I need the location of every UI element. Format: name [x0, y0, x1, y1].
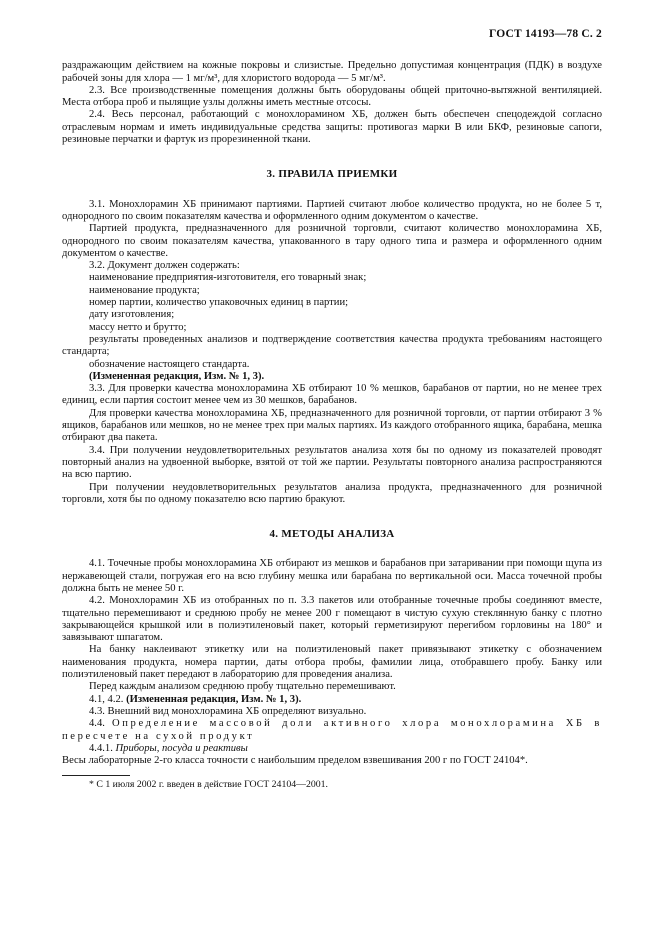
paragraph-4-4-1-text: Весы лабораторные 2-го класса точности с наибольшим пределом взвешивания 200 г по ГОСТ 24104*. — [62, 755, 528, 767]
paragraph-4-1: 4.1. Точечные пробы монохлорамина ХБ отбирают из мешков и барабанов при затаривании при помощи щупа из нержавеющей стали, погружая его на всю глубину мешка или барабана по вертикальной оси. Масса точечной пробы должна быть не менее 50 г. — [62, 558, 602, 594]
amendment-note-4 — [62, 694, 602, 706]
page-header: ГОСТ 14193—78 С. 2 — [489, 28, 602, 40]
list-item: массу нетто и брутто; — [89, 321, 187, 333]
list-item: наименование продукта; — [89, 284, 200, 296]
clause-number: 4.4. — [89, 718, 105, 730]
amendment-text: (Измененная редакция, Изм. № 1, 3). — [126, 693, 302, 705]
paragraph-4-2-label: На банку наклеивают этикетку или на полиэтиленовый пакет привязывают этикетку с обозначением наименования продукта, номера партии, даты отбора пробы, фамилии лица, отобравшего пробу. Банку или полиэтиленовый пакет передают в лабораторию для проведения анализа. — [62, 644, 602, 681]
section-4-title: 4. МЕТОДЫ АНАЛИЗА — [269, 528, 395, 541]
document-page — [62, 28, 602, 792]
footnote-divider — [62, 775, 130, 776]
clause-heading-italic: Приборы, посуда и реактивы — [115, 742, 248, 754]
paragraph-4-4 — [62, 718, 602, 743]
paragraph-4-2-mix: Перед каждым анализом среднюю пробу тщательно перемешивают. — [89, 681, 396, 693]
footnote: * С 1 июля 2002 г. введен в действие ГОСТ 24104—2001. — [89, 779, 328, 791]
paragraph-2-3: 2.3. Все производственные помещения должны быть оборудованы общей приточно-вытяжной вентиляцией. Места отбора проб и пылящие узлы должны иметь местные отсосы. — [62, 84, 602, 109]
section-3-title: 3. ПРАВИЛА ПРИЕМКИ — [266, 168, 398, 181]
paragraph-3-2: 3.2. Документ должен содержать: — [89, 260, 240, 272]
amendment-note-3: (Измененная редакция, Изм. № 1, 3). — [89, 370, 265, 382]
list-item: дату изготовления; — [89, 309, 175, 321]
paragraph-3-3-retail: Для проверки качества монохлорамина ХБ, предназначенного для розничной торговли, от партии отбирают 3 % ящиков, барабанов или мешков, но не менее трех при малых партиях. Из каждого отобранного ящика, барабана, мешка отбирают два пакета. — [62, 407, 602, 444]
paragraph-3-1-retail: Партией продукта, предназначенного для розничной торговли, считают количество монохлорамина ХБ, однородного по своим показателям качества, упакованного в тару одного типа и размера и оформленного одним документом о качестве. — [62, 223, 602, 259]
list-item: результаты проведенных анализов и подтверждение соответствия качества продукта требованиям настоящего стандарта; — [62, 333, 602, 358]
paragraph-3-1: 3.1. Монохлорамин ХБ принимают партиями. Партией считают любое количество продукта, но не более 5 т, однородного по своим показателям качества и оформленного одним документом о качестве. — [62, 198, 602, 222]
paragraph-4-2: 4.2. Монохлорамин ХБ из отобранных по п. 3.3 пакетов или отобранные точечные пробы соединяют вместе, тщательно перемешивают и среднюю пробу не менее 200 г помещают в чистую сухую стеклянную банку с плотно закрывающейся крышкой или в полиэтиленовый пакет, который герметизируют перегибом горловины на 180° и завязывают шпагатом. — [62, 595, 602, 644]
list-item: обозначение настоящего стандарта. — [89, 358, 250, 370]
paragraph-3-3: 3.3. Для проверки качества монохлорамина ХБ отбирают 10 % мешков, барабанов от партии, но не менее трех единиц, если партия состоит менее чем из 30 мешков, барабанов. — [62, 383, 602, 407]
clause-heading-spaced: Определение массовой доли активного хлора монохлорамина ХБ в пересчете на сухой продукт — [62, 718, 602, 742]
list-item: номер партии, количество упаковочных единиц в партии; — [89, 297, 349, 309]
paragraph-3-4: 3.4. При получении неудовлетворительных результатов анализа хотя бы по одному из показателей проводят повторный анализ на удвоенной выборке, взятой от той же партии. Результаты повторного анализа распространяются на всю партию. — [62, 444, 602, 481]
paragraph-4-4-1 — [62, 743, 602, 755]
paragraph-4-3: 4.3. Внешний вид монохлорамина ХБ определяют визуально. — [89, 705, 367, 717]
amendment-clauses: 4.1, 4.2. — [89, 693, 124, 705]
paragraph-3-4-retail: При получении неудовлетворительных результатов анализа продукта, предназначенного для розничной торговли, хотя бы по одному показателю всю партию бракуют. — [62, 481, 602, 505]
clause-number: 4.4.1. — [89, 742, 113, 754]
list-item: наименование предприятия-изготовителя, его товарный знак; — [89, 272, 367, 284]
paragraph-2-2-cont: раздражающим действием на кожные покровы и слизистые. Предельно допустимая концентрация (ПДК) в воздухе рабочей зоны для хлора — 1 мг/м³, для хлористого водорода — 5 мг/м³. — [62, 60, 602, 84]
document-contents-list — [62, 272, 602, 370]
paragraph-2-4: 2.4. Весь персонал, работающий с монохлорамином ХБ, должен быть обеспечен спецодеждой согласно отраслевым нормам и иметь индивидуальные средства защиты: противогаз марки В или БКФ, резиновые сапоги, резиновые перчатки и фартук из прорезиненной ткани. — [62, 109, 602, 146]
